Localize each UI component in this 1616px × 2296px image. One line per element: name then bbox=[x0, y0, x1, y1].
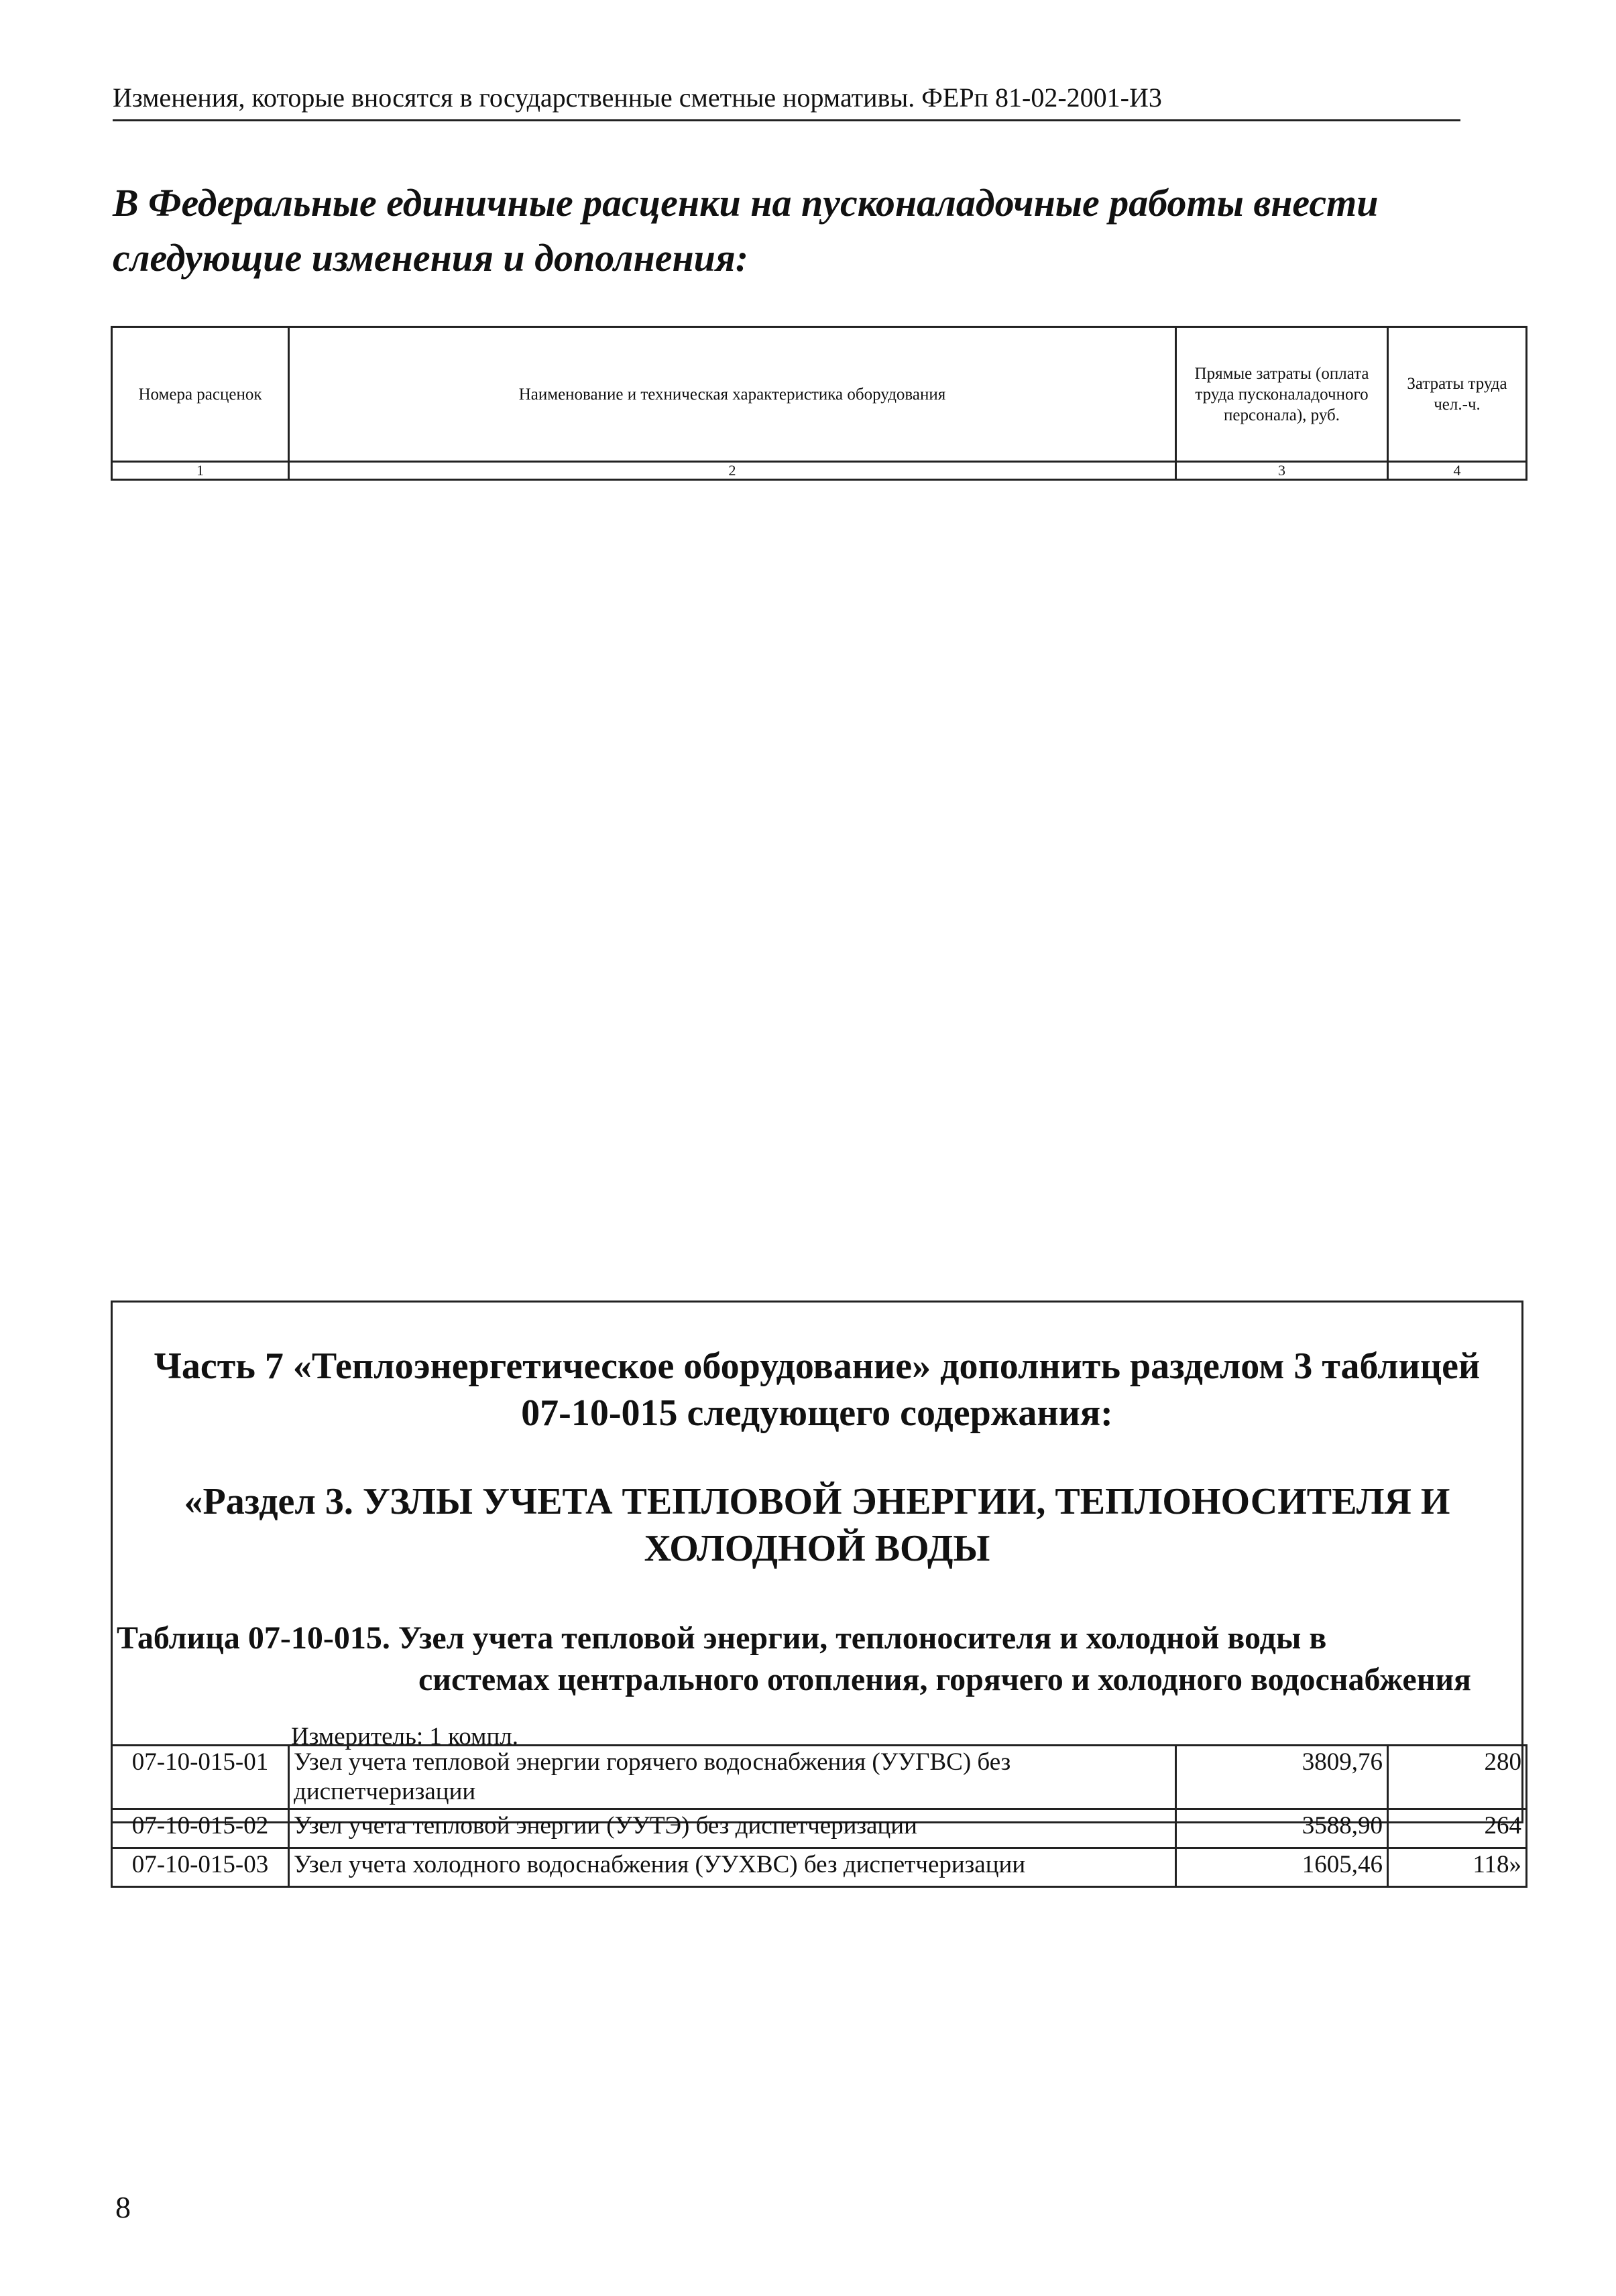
table-caption-line-1: Таблица 07-10-015. Узел учета тепловой энергии, теплоносителя и холодной воды в bbox=[117, 1620, 1327, 1656]
running-header: Изменения, которые вносятся в государственные сметные нормативы. ФЕРп 81-02-2001-И3 bbox=[113, 80, 1460, 121]
header-equipment-name: Наименование и техническая характеристика оборудования bbox=[289, 327, 1176, 462]
column-number-1: 1 bbox=[112, 462, 289, 480]
table-row bbox=[112, 1848, 1527, 1887]
labor-hours: 264 bbox=[1388, 1809, 1527, 1848]
section-heading-line-2: ХОЛОДНОЙ ВОДЫ bbox=[644, 1528, 990, 1569]
section-heading bbox=[113, 1478, 1521, 1572]
labor-hours: 118» bbox=[1388, 1848, 1527, 1887]
intro-line-1: В Федеральные единичные расценки на пусконаладочные работы внести bbox=[113, 181, 1379, 225]
direct-cost: 3588,90 bbox=[1176, 1809, 1388, 1848]
column-number-4: 4 bbox=[1388, 462, 1527, 480]
rates-table bbox=[111, 1744, 1527, 1888]
labor-hours: 280 bbox=[1388, 1746, 1527, 1809]
page-number: 8 bbox=[115, 2190, 131, 2224]
table-row bbox=[112, 1746, 1527, 1809]
header-labor-costs: Затраты труда чел.-ч. bbox=[1388, 327, 1527, 462]
equipment-name: Узел учета тепловой энергии горячего водоснабжения (УУГВС) без диспетчеризации bbox=[289, 1746, 1176, 1809]
section-heading-line-1: «Раздел 3. УЗЛЫ УЧЕТА ТЕПЛОВОЙ ЭНЕРГИИ, ТЕПЛОНОСИТЕЛЯ И bbox=[184, 1481, 1450, 1522]
rate-code: 07-10-015-02 bbox=[112, 1809, 289, 1848]
part-heading-line-2: 07-10-015 следующего содержания: bbox=[521, 1392, 1113, 1434]
rate-code: 07-10-015-01 bbox=[112, 1746, 289, 1809]
column-number-2: 2 bbox=[289, 462, 1176, 480]
intro-line-2: следующие изменения и дополнения: bbox=[113, 236, 749, 280]
column-header-table bbox=[111, 326, 1527, 481]
direct-cost: 1605,46 bbox=[1176, 1848, 1388, 1887]
rate-code: 07-10-015-03 bbox=[112, 1848, 289, 1887]
direct-cost: 3809,76 bbox=[1176, 1746, 1388, 1809]
unit-label: Измеритель: 1 компл. bbox=[291, 1723, 518, 1750]
part-heading bbox=[113, 1343, 1521, 1437]
header-direct-costs: Прямые затраты (оплата труда пусконаладочного персонала), руб. bbox=[1176, 327, 1388, 462]
column-number-3: 3 bbox=[1176, 462, 1388, 480]
part-heading-line-1: Часть 7 «Теплоэнергетическое оборудование» дополнить разделом 3 таблицей bbox=[154, 1345, 1481, 1387]
table-caption bbox=[117, 1618, 1525, 1701]
table-row bbox=[112, 1809, 1527, 1848]
equipment-name: Узел учета холодного водоснабжения (УУХВС) без диспетчеризации bbox=[289, 1848, 1176, 1887]
intro-title bbox=[113, 176, 1481, 286]
table-caption-line-2: системах центрального отопления, горячего и холодного водоснабжения bbox=[418, 1662, 1472, 1697]
header-rate-numbers: Номера расценок bbox=[112, 327, 289, 462]
equipment-name: Узел учета тепловой энергии (УУТЭ) без диспетчеризации bbox=[289, 1809, 1176, 1848]
